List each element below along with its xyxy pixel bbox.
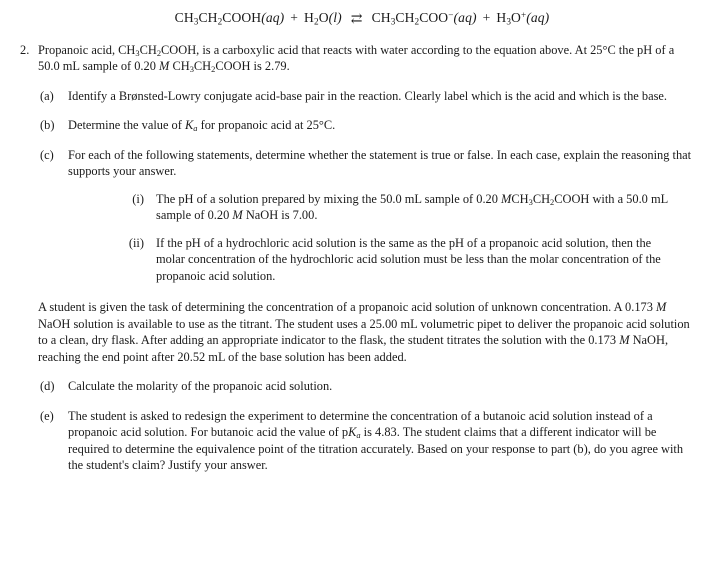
part-c: [0, 147, 724, 285]
part-text: [68, 118, 335, 132]
formula-text: CH: [118, 42, 136, 57]
part-label: (d): [40, 379, 55, 394]
subitem-text-segment: with a 50.0 mL sample of 0.20: [156, 191, 668, 223]
part-text: Identify a Brønsted-Lowry conjugate acid-base pair in the reaction. Clearly label which is the acid and which is the base.: [68, 88, 668, 103]
formula-text: CH: [532, 191, 551, 206]
question-stem: [38, 43, 674, 74]
formula-text: CH: [511, 191, 529, 206]
part-e: [0, 408, 724, 474]
molarity-symbol: M: [232, 208, 243, 223]
formula-text: O: [318, 10, 329, 25]
formula-text: COOH: [215, 59, 251, 74]
formula-subscript: 2: [313, 16, 319, 27]
state-symbol-aqueous: (aq): [453, 10, 477, 25]
formula-subscript: 2: [156, 47, 162, 58]
formula-text: H: [304, 10, 314, 25]
plus-sign: +: [290, 10, 299, 25]
formula-subscript: 3: [189, 64, 194, 75]
part-text-segment: is 4.83. The student claims that a different indicator will be required to determine the equivalence point of the titration accurately. Based on your response to part (b), do you agree with the student's claim? Justify your answer.: [68, 425, 684, 473]
part-label: (e): [40, 408, 54, 423]
narrative-text-segment: A student is given the task of determining the concentration of a propanoic acid solution of unknown concentration. A 0.173: [38, 300, 657, 315]
question-2: [0, 42, 724, 75]
part-text-segment: The student is asked to redesign the experiment to determine the concentration of a butanoic acid solution instead of a propanoic acid solution. For butanoic acid the value of p: [68, 408, 653, 440]
equilibrium-constant-subscript: a: [356, 430, 361, 441]
charge-superscript: +: [520, 9, 527, 20]
equation-product-hydronium: [496, 10, 549, 25]
state-symbol-aqueous: (aq): [261, 10, 285, 25]
molarity-symbol: M: [619, 333, 630, 348]
molarity-symbol: M: [159, 59, 170, 74]
part-text: [68, 409, 683, 473]
part-c-subitem-i: [100, 191, 694, 224]
formula-text: CH: [174, 10, 194, 25]
part-label: (a): [40, 88, 54, 103]
formula-subscript: 2: [211, 64, 216, 75]
part-label: (c): [40, 147, 54, 162]
charge-superscript: −: [448, 9, 454, 20]
inline-formula: [172, 59, 250, 73]
molarity-symbol: M: [501, 191, 512, 206]
narrative-text-segment: NaOH, reaching the end point after 20.52 mL of the base solution has been added.: [38, 333, 669, 364]
question-number: 2.: [20, 42, 30, 57]
subitem-text-segment: The pH of a solution prepared by mixing the 50.0 mL sample of 0.20: [156, 191, 502, 206]
molarity-symbol: M: [656, 300, 667, 315]
part-c-subitems: [68, 191, 694, 285]
formula-text: CH: [139, 42, 157, 57]
formula-subscript: 2: [217, 16, 223, 27]
formula-subscript: 2: [414, 16, 420, 27]
formula-text: H: [496, 10, 507, 25]
stem-text: is 2.79.: [250, 59, 290, 74]
narrative-text-segment: NaOH solution is available to use as the titrant. The student uses a 25.00 mL volumetric pipet to deliver the propanoic acid solution to a clean, dry flask. After adding an appropriate indicator to the flask, the student titrates the solution with the 0.173: [38, 316, 690, 348]
part-text: For each of the following statements, determine whether the statement is true or false. In each case, explain the reasoning that supports your answer.: [68, 147, 692, 179]
subitem-text-segment: NaOH is 7.00.: [242, 208, 318, 223]
formula-subscript: 3: [506, 16, 512, 27]
part-text-segment: Determine the value of: [68, 118, 185, 133]
subitem-text: If the pH of a hydrochloric acid solution is the same as the pH of a propanoic acid solution, then the molar concentration of the hydrochloric acid solution must be less than the molar concentration of the propanoic acid solution.: [156, 235, 661, 283]
equation-reactant-propanoic-acid: [175, 10, 285, 25]
formula-text: COOH: [161, 42, 197, 57]
part-b: [0, 117, 724, 134]
plus-sign: +: [482, 10, 491, 25]
formula-text: COOH: [222, 10, 262, 25]
titration-narrative: [0, 299, 724, 365]
pka-symbol: [348, 425, 360, 439]
formula-text: O: [511, 10, 521, 25]
formula-subscript: 3: [135, 47, 140, 58]
part-text: Calculate the molarity of the propanoic acid solution.: [68, 379, 333, 394]
inline-formula: [511, 192, 589, 206]
formula-text: CH: [193, 59, 212, 74]
part-d: [0, 378, 724, 395]
equation-product-propanoate: [372, 10, 477, 25]
stem-text: , is a carboxylic acid that reacts with water according to the equation above. At 25°C the pH of a 50.0 mL sample of 0.20: [38, 42, 675, 74]
part-a: [0, 88, 724, 105]
formula-subscript: 3: [390, 16, 396, 27]
equilibrium-constant-subscript: a: [193, 123, 198, 134]
formula-text: CH: [395, 10, 415, 25]
formula-text: COO: [419, 10, 449, 25]
subitem-label: (ii): [128, 235, 144, 250]
chemical-equation: [0, 0, 724, 29]
equilibrium-arrow-icon: ⇄: [350, 12, 363, 27]
inline-formula: [118, 43, 196, 57]
part-text-segment: for propanoic acid at 25°C.: [197, 118, 336, 133]
state-symbol-liquid: (l): [328, 10, 342, 25]
state-symbol-aqueous: (aq): [526, 10, 550, 25]
formula-subscript: 2: [550, 196, 555, 207]
formula-text: CH: [172, 59, 190, 74]
formula-subscript: 3: [193, 16, 199, 27]
equilibrium-constant-symbol: K: [184, 118, 194, 133]
part-c-subitem-ii: [100, 235, 694, 285]
ka-symbol: [185, 118, 197, 132]
formula-text: COOH: [554, 191, 590, 206]
formula-text: CH: [198, 10, 218, 25]
formula-text: CH: [371, 10, 391, 25]
part-label: (b): [40, 118, 55, 133]
formula-subscript: 3: [528, 196, 533, 207]
equilibrium-constant-symbol: K: [348, 425, 357, 440]
subitem-label: (i): [132, 191, 144, 206]
subitem-text: [156, 192, 668, 223]
equation-reactant-water: [304, 10, 342, 25]
stem-text: Propanoic acid,: [38, 42, 119, 57]
